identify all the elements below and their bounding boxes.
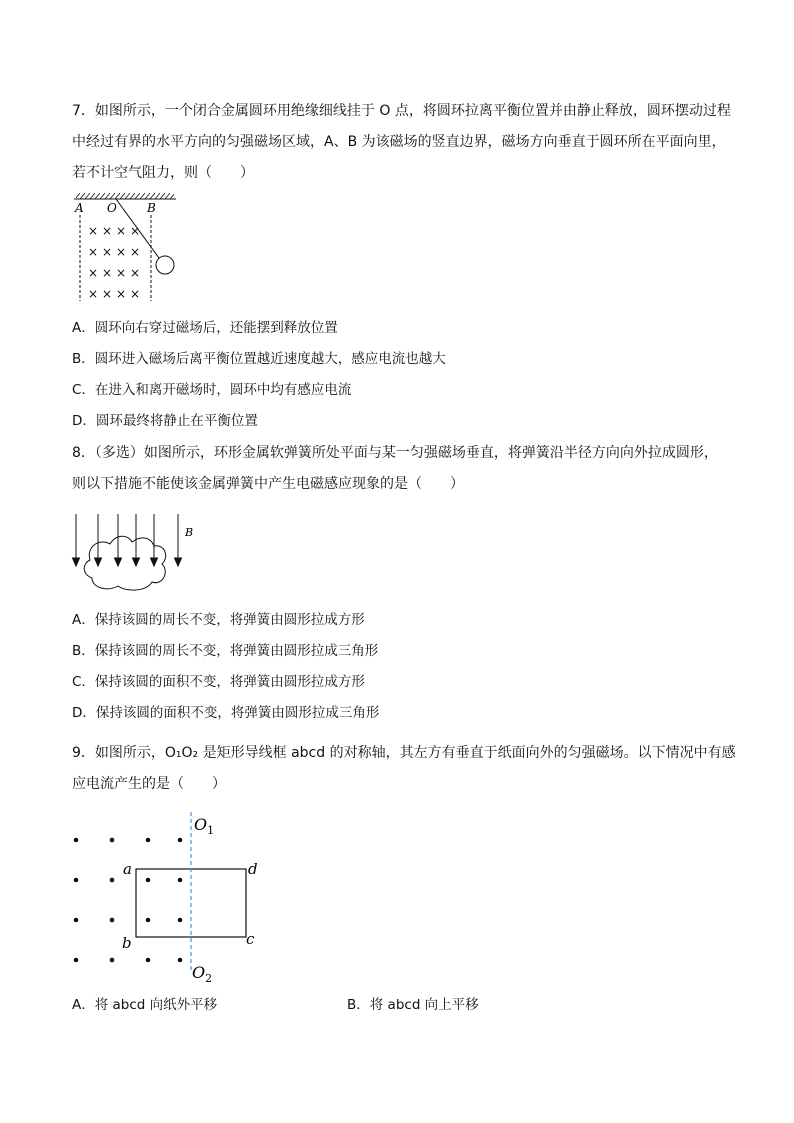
label-o1: $O_1$ <box>194 815 215 837</box>
label-c: c <box>246 930 255 948</box>
cross: × <box>116 266 127 280</box>
cross: × <box>102 245 113 259</box>
cross: × <box>88 245 99 259</box>
label-b: B <box>147 201 156 215</box>
arrow-head <box>175 558 182 566</box>
q7-option-d[interactable]: D．圆环最终将静止在平衡位置 <box>72 413 258 429</box>
cross: × <box>130 245 141 259</box>
cross: × <box>102 266 113 280</box>
label-o: O <box>107 201 117 215</box>
arrow-head <box>133 558 140 566</box>
cross: × <box>130 266 141 280</box>
q9-option-a[interactable]: A．将 abcd 向纸外平移 <box>72 997 218 1013</box>
label-o2: $O_2$ <box>192 963 213 985</box>
q7-stem-line-2: 中经过有界的水平方向的匀强磁场区域，A、B 为该磁场的竖直边界，磁场方向垂直于圆环所在平面向里， <box>72 134 726 150</box>
q9-stem-line-1: 9．如图所示，O₁O₂ 是矩形导线框 abcd 的对称轴，其左方有垂直于纸面向外的匀强磁场。以下情况中有感 <box>72 745 736 761</box>
q9-figure <box>64 808 284 988</box>
magnetic-field-crosses <box>88 224 140 301</box>
cross: × <box>88 224 99 238</box>
metal-ring <box>156 256 174 274</box>
q8-figure <box>66 510 206 600</box>
cross: × <box>102 224 113 238</box>
cross: × <box>116 224 127 238</box>
q9-option-b[interactable]: B．将 abcd 向上平移 <box>347 997 479 1013</box>
q7-option-c[interactable]: C．在进入和离开磁场时，圆环中均有感应电流 <box>72 382 352 398</box>
q8-option-a[interactable]: A．保持该圆的周长不变，将弹簧由圆形拉成方形 <box>72 612 365 628</box>
cross: × <box>116 287 127 301</box>
label-a: a <box>123 860 132 878</box>
label-a: A <box>75 201 84 215</box>
cross: × <box>88 266 99 280</box>
cross: × <box>130 224 141 238</box>
label-b: b <box>122 934 132 952</box>
q7-stem-line-1: 7．如图所示，一个闭合金属圆环用绝缘细线挂于 O 点，将圆环拉离平衡位置并由静止释放，圆环摆动过程 <box>72 103 731 119</box>
q8-option-b[interactable]: B．保持该圆的周长不变，将弹簧由圆形拉成三角形 <box>72 643 379 659</box>
q9-stem-line-2: 应电流产生的是（ ） <box>72 776 226 792</box>
q7-figure <box>70 193 200 303</box>
q7-option-a[interactable]: A．圆环向右穿过磁场后，还能摆到释放位置 <box>72 320 338 336</box>
arrow-head <box>151 558 158 566</box>
cross: × <box>88 287 99 301</box>
ceiling-hatch <box>76 193 174 199</box>
q7-stem-line-3: 若不计空气阻力，则（ ） <box>72 165 254 181</box>
cross: × <box>130 287 141 301</box>
label-d: d <box>248 860 258 878</box>
q8-stem-line-2: 则以下措施不能使该金属弹簧中产生电磁感应现象的是（ ） <box>72 476 464 492</box>
q7-option-b[interactable]: B．圆环进入磁场后离平衡位置越近速度越大，感应电流也越大 <box>72 351 446 367</box>
arrow-head <box>73 558 80 566</box>
cross: × <box>116 245 127 259</box>
arrow-head <box>115 558 122 566</box>
arrow-head <box>95 558 102 566</box>
q8-option-d[interactable]: D．保持该圆的面积不变，将弹簧由圆形拉成三角形 <box>72 705 380 721</box>
q8-option-c[interactable]: C．保持该圆的面积不变，将弹簧由圆形拉成方形 <box>72 674 365 690</box>
label-b-field: B <box>185 526 194 539</box>
cross: × <box>102 287 113 301</box>
q8-stem-line-1: 8．（多选）如图所示，环形金属软弹簧所处平面与某一匀强磁场垂直，将弹簧沿半径方向向外拉成圆形， <box>72 445 718 461</box>
